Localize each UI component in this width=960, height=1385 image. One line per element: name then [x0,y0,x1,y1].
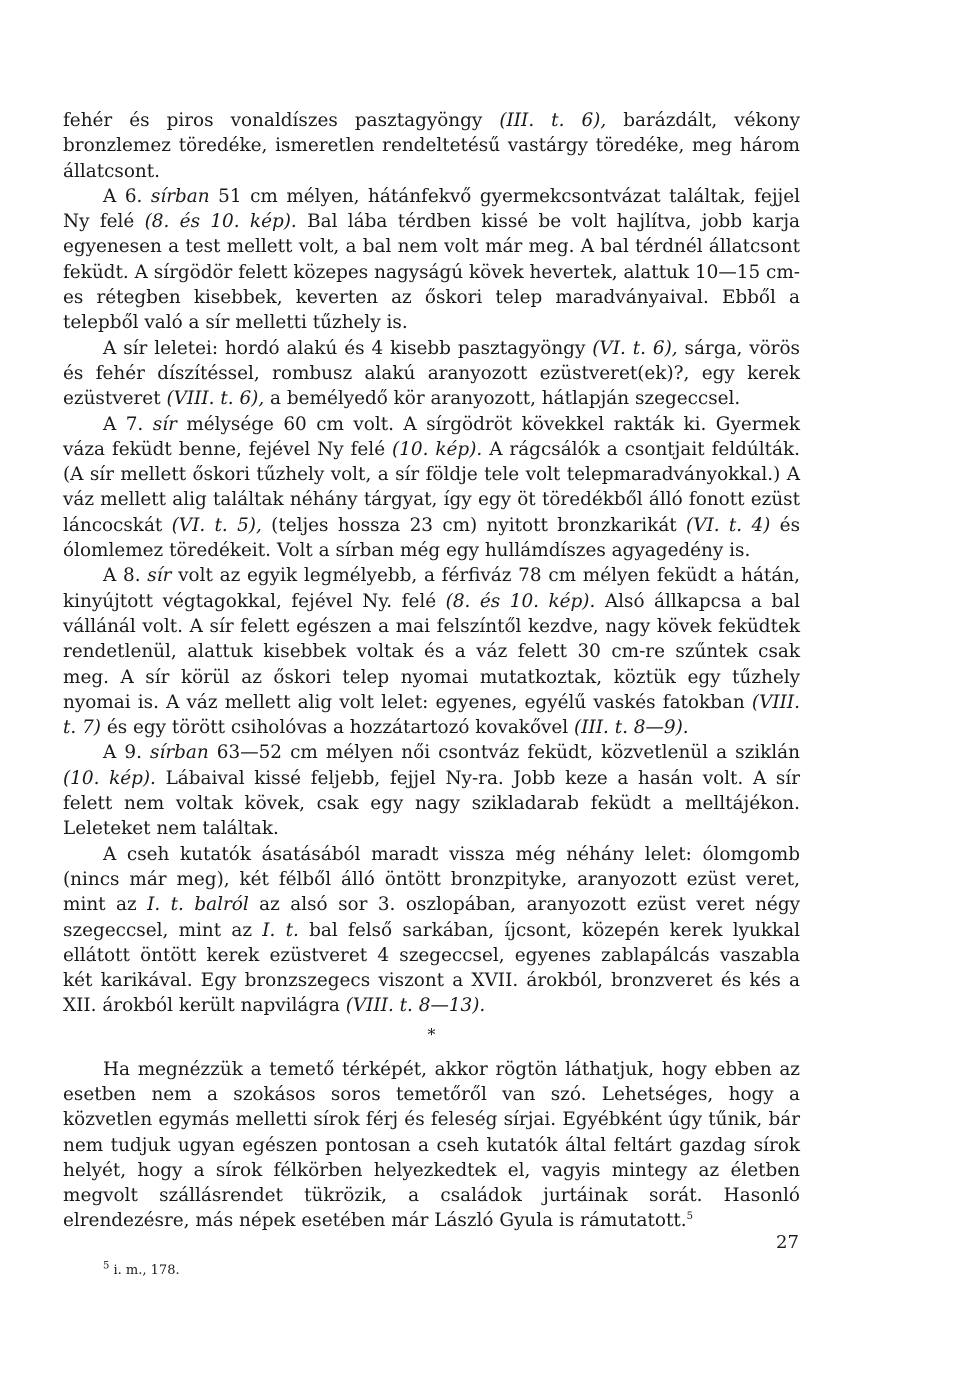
italic-reference: (VIII. t. 7) [63,691,800,739]
italic-reference: (VI. t. 5), [171,514,262,536]
italic-reference: (VI. t. 6), [592,337,678,359]
text-segment: és egy törött csiholóvas a hozzátartozó kovakővel [100,717,575,739]
paragraph [63,563,800,740]
paragraph [63,412,800,564]
section-separator: * [427,1024,436,1044]
paragraph [63,184,800,336]
text-segment: 51 cm mélyen, hátánfekvő gyermekcsontvázat találtak, fejjel Ny felé [63,185,800,233]
text-segment: és ólomlemez töredékeit. Volt a sírban még egy hullámdíszes agyagedény is. [63,514,801,562]
paragraph [63,842,800,1019]
text-segment: 63—52 cm mélyen női csontváz feküdt, közvetlenül a sziklán [208,742,800,764]
paragraph [63,740,800,841]
paragraph [63,108,800,184]
closing-paragraph [63,1057,800,1234]
text-segment: A rágcsálók a csontjait feldúlták. (A sír mellett őskori tűzhely volt, a sír földje tele volt telepmaradványokkal.) A váz mellett alig találtak néhány tárgyat, így egy öt töredékből álló fonott ezüst láncocskát [63,438,800,536]
footnote [63,1262,800,1280]
italic-reference: (VI. t. 4) [686,514,771,536]
text-segment: fehér és piros vonaldíszes pasztagyöngy [63,110,500,131]
text-segment: A 7. [103,413,153,435]
main-text [63,108,800,1019]
italic-reference: sír [152,413,177,435]
footnote-text: i. m., 178. [109,1262,180,1278]
italic-reference: sírban [150,185,210,207]
italic-reference: (8. és 10. kép). [445,590,596,612]
text-segment: az alsó sor 3. oszlopában, aranyozott ezüst veret négy szegeccsel, mint az [63,894,800,941]
italic-reference: (III. t. 8—9). [574,717,689,739]
italic-reference: I. t. [262,919,299,941]
italic-reference: sírban [150,742,209,764]
text-segment: A 6. [103,185,151,207]
text-segment: A 8. [103,565,148,587]
italic-reference: (III. t. 6), [499,110,607,131]
footnote-number: 5 [103,1260,110,1272]
italic-reference: sír [147,565,172,587]
closing-paragraph-text: Ha megnézzük a temető térképét, akkor rögtön láthatjuk, hogy ebben az esetben nem a szokásos soros temetőről van szó. Lehetséges, hogy a közvetlen egymás melletti sírok férj és feleség sírjai. Egyébként úgy tűnik, bár nem tudjuk ugyan egészen pontosan a cseh kutatók által feltárt gazdag sírok helyét, hogy a sírok félkörben helyezkedtek el, vagyis mintegy az életben megvolt szállásrendet tükrözik, a családok jurtáinak sorát. Hasonló elrendezésre, más népek esetében már László Gyula is rámutatott. [63,1058,800,1232]
text-segment: (teljes hossza 23 cm) nyitott bronzkarikát [261,514,687,536]
italic-reference: (10. kép). [392,438,483,460]
italic-reference: I. t. balról [147,894,249,916]
text-segment: Alsó állkapcsa a bal vállánál volt. A sír felett egészen a mai felszíntől kezdve, nagy kövek feküdtek rendetlenül, alattuk kisebbek voltak és a váz felett 30 cm-re szűntek csak meg. A sír körül az őskori telep nyomai mutatkoztak, köztük egy tűzhely nyomai is. A váz mellett alig volt lelet: egyenes, egyélű vaskés fatokban [63,590,800,713]
italic-reference: (VIII. t. 6), [166,388,265,410]
text-segment: volt az egyik legmélyebb, a férfiváz 78 cm mélyen feküdt a hátán, kinyújtott végtagokkal, fejével Ny. felé [63,565,800,612]
text-segment: A cseh kutatók ásatásából maradt vissza még néhány lelet: ólomgomb (nincs már meg), két félből álló öntött bronzpityke, aranyozott ezüst veret, mint az [63,843,800,916]
text-segment: A sír leletei: hordó alakú és 4 kisebb pasztagyöngy [103,337,593,359]
text-segment: Lábaival kissé feljebb, fejjel Ny-ra. Jobb keze a hasán volt. A sír felett nem voltak kövek, csak egy nagy szikladarab feküdt a melltájékon. Leleteket nem találtak. [63,767,800,840]
paragraph [63,336,800,412]
text-segment: a bemélyedő kör aranyozott, hátlapján szegeccsel. [264,388,741,410]
italic-reference: (VIII. t. 8—13). [345,995,486,1017]
text-segment: barázdált, vékony bronzlemez töredéke, ismeretlen rendeltetésű vastárgy töredéke, meg három állatcsont. [63,110,801,182]
footnote-reference: 5 [686,1211,693,1223]
text-segment: Bal lába térdben kissé be volt hajlítva, jobb karja egyenesen a test mellett volt, a bal nem volt már meg. A bal térdnél állatcsont feküdt. A sírgödör felett közepes nagyságú kövek hevertek, alattuk 10—15 cm-es rétegben kisebbek, keverten az őskori telep maradványaival. Ebből a telepből való a sír melletti tűzhely is. [63,211,800,334]
page-body [63,108,800,1280]
italic-reference: (10. kép). [63,767,156,789]
text-segment: mélysége 60 cm volt. A sírgödröt kövekkel rakták ki. Gyermek váza feküdt benne, fejével Ny felé [63,413,801,460]
page-number: 27 [776,1232,799,1253]
text-segment: sárga, vörös és fehér díszítéssel, rombusz alakú aranyozott ezüstveret(ek)?, egy kerek ezüstveret [63,337,800,410]
text-segment: A 9. [103,742,150,764]
text-segment: bal felső sarkában, íjcsont, közepén kerek lyukkal ellátott öntött kerek ezüstveret 4 szegeccsel, egyenes zablapálcás vaszabla két karikával. Egy bronzszegecs viszont a XVII. árokból, bronzveret és kés a XII. árokból került napvilágra [63,919,800,1017]
italic-reference: (8. és 10. kép). [144,211,297,233]
